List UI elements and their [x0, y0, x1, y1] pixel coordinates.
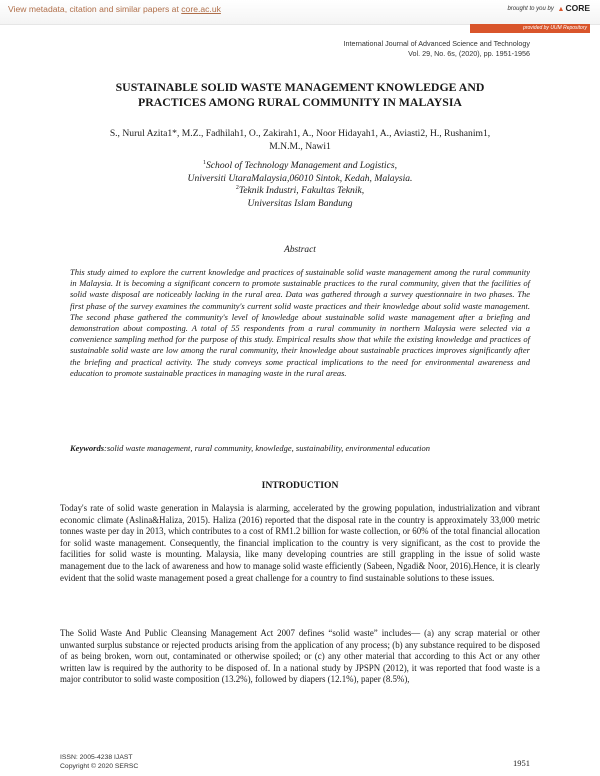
page-number: 1951 [513, 758, 530, 768]
body-paragraph: The Solid Waste And Public Cleansing Management Act 2007 defines “solid waste” includes— (a) any scrap material or other unwanted surplus substance or rejected products arising from the application of any process; (b) any substance required to be disposed of as being broken, worn out, contaminated or otherwise spoiled; or (c) any other material that according to this Act or any other written law is required by the authority to be disposed of. In a national study by JPSPN (2012), it was reported that food waste is a major contributor to solid waste composition (13.2%), followed by diapers (12.1%), paper (8.5%), [60, 628, 540, 685]
core-logo-icon: ▲ [557, 6, 565, 13]
brought-by-text: brought to you by [507, 6, 554, 12]
core-metadata-link[interactable] [8, 4, 221, 14]
affiliations [60, 160, 540, 210]
section-heading-introduction: INTRODUCTION [261, 480, 339, 491]
author-list [60, 127, 540, 153]
journal-header [344, 39, 530, 58]
abstract-text: This study aimed to explore the current knowledge and practices of sustainable solid waste management among the rural community in Malaysia. It is becoming a significant concern to promote sustainable practices to the rural community, given that the facilities of solid waste disposal are noticeably lacking in the rural area. Data was gathered through a survey questionnaire in two phases. The first phase of the survey examines the community's current solid waste practices and their knowledge about solid waste management. The second phase gathered the community's level of knowledge about sustainable solid waste management after a briefing and demonstration about composting. A total of 55 respondents from a rural community in northern Malaysia were selected via a convenience sampling method for the purpose of this study. Empirical results show that while the existing knowledge and practices of sustainable solid waste are low among the rural community, their knowledge about sustainable practices improves significantly after the briefing and practical activity. The study conveys some practical implications to the need for environmental awareness and education to promote sustainable practices in managing waste in the rural areas. [70, 267, 530, 378]
core-logo-text: CORE [565, 3, 590, 13]
core-logo[interactable] [558, 3, 591, 13]
abstract-heading: Abstract [284, 245, 316, 255]
paper-title-line1: SUSTAINABLE SOLID WASTE MANAGEMENT KNOWLEDGE AND [115, 80, 485, 94]
affiliation-line: $^1$School of Technology Management and Logistics, [203, 159, 397, 171]
core-banner [0, 0, 600, 25]
keywords [70, 443, 530, 454]
core-link-anchor[interactable]: core.ac.uk [181, 4, 221, 14]
affiliation-marker: 2 [235, 184, 239, 191]
affiliation-line: $^2$Teknik Industri, Fakultas Teknik, [235, 184, 365, 196]
journal-volume: Vol. 29, No. 6s, (2020), pp. 1951-1956 [408, 48, 530, 58]
affiliation-marker: 1 [203, 159, 206, 166]
author-line-1: S., Nurul Azita1*, M.Z., Fadhilah1, O., Zakirah1, A., Noor Hidayah1, A., Aviasti2, H., Rushanim1, [109, 128, 491, 139]
keywords-label: Keywords [70, 443, 104, 453]
journal-name: International Journal of Advanced Science and Technology [343, 39, 530, 48]
provided-by-badge[interactable]: provided by UUM Repository [470, 24, 590, 33]
body-paragraph: Today's rate of solid waste generation in Malaysia is alarming, accelerated by the growing population, industrialization and vibrant economic climate (Aslina&Haliza, 2015). Haliza (2016) reported that the disposal rate in the country is approximately 33,000 metric tonnes waste per day in 2013, which contributes to a cost of RM1.2 billion for waste collection, or 60% of the total financial allocation for solid waste management. Consequently, the financial implication to the country is very significant, as the cost to provide the facilities for solid waste is mounting. Malaysia, like many developing countries are still grappling in the issue of solid waste management due to the lack of awareness and how to manage solid waste efficiently (Sabeen, Ngadi& Noor, 2016).Hence, it is clearly evident that the solid waste management posed a great challenge for a country to find sustainable solutions to these issues. [60, 503, 540, 583]
core-link-prefix: View metadata, citation and similar papers at [8, 4, 182, 14]
page-footer [60, 753, 138, 771]
core-brand[interactable] [507, 3, 590, 13]
footer-copyright: Copyright © 2020 SERSC [60, 763, 139, 770]
paper-title [60, 80, 540, 110]
author-line-2: M.N.M., Nawi1 [269, 141, 331, 152]
footer-issn: ISSN: 2005-4238 IJAST [60, 754, 133, 761]
affiliation-line: Universiti UtaraMalaysia,06010 Sintok, Kedah, Malaysia. [187, 172, 413, 184]
paper-title-line2: PRACTICES AMONG RURAL COMMUNITY IN MALAYSIA [138, 95, 462, 109]
keywords-text: :solid waste management, rural community, knowledge, sustainability, environmental education [104, 443, 430, 453]
affiliation-line: Universitas Islam Bandung [247, 197, 353, 209]
